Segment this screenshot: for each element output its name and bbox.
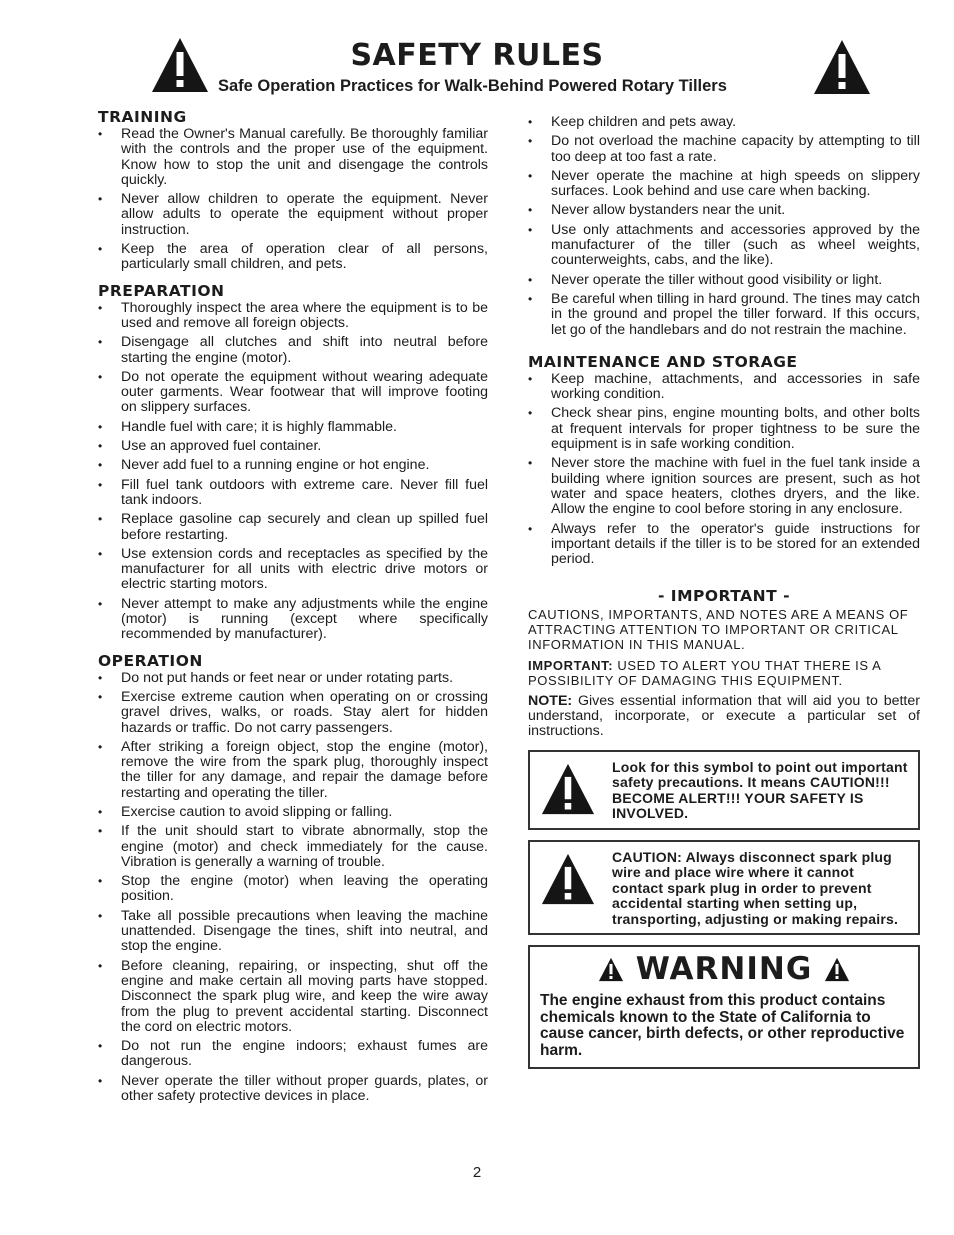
list-item: • Take all possible precautions when leaving the machine unattended. Disengage the tines, shift into neutral, and stop the engine. xyxy=(98,909,488,955)
page-title: SAFETY RULES xyxy=(350,38,604,73)
list-item: • Never allow bystanders near the unit. xyxy=(528,203,920,218)
important-heading: - IMPORTANT - xyxy=(657,587,791,606)
list-item: • Use extension cords and receptacles as specified by the manufacturer for all units with electric drive motors or electric starting motors. xyxy=(98,547,488,593)
training-section xyxy=(98,107,488,273)
list-item: • Never allow children to operate the equipment. Never allow adults to operate the equipment without proper instruction. xyxy=(98,192,488,238)
caution-text: CAUTION: Always disconnect spark plug wire and place wire where it cannot contact spark plug in order to prevent accidental starting when setting up, transporting, adjusting or making repairs. xyxy=(612,848,899,927)
warning-box xyxy=(528,945,920,1069)
caution-box xyxy=(528,840,920,936)
list-item: • Do not operate the equipment without wearing adequate outer garments. Wear footwear that will improve footing on slippery surfaces. xyxy=(98,370,488,416)
page-header xyxy=(0,0,954,105)
important-label: IMPORTANT: xyxy=(528,657,614,673)
list-item: • Never add fuel to a running engine or hot engine. xyxy=(98,458,488,473)
list-item: • Exercise caution to avoid slipping or falling. xyxy=(98,805,488,820)
list-item: • After striking a foreign object, stop the engine (motor), remove the wire from the spark plug, thoroughly inspect the tiller for any damage, and repair the damage before restarting and operating the tiller. xyxy=(98,740,488,801)
important-text: USED TO ALERT YOU THAT THERE IS A POSSIBILITY OF DAMAGING THIS EQUIPMENT. xyxy=(528,657,881,688)
warning-label: WARNING xyxy=(635,951,813,988)
list-item: • Never operate the tiller without proper guards, plates, or other safety protective devices in place. xyxy=(98,1074,488,1105)
safety-symbol-box xyxy=(528,750,920,830)
list-item: • Keep children and pets away. xyxy=(528,115,920,130)
alert-triangle-icon xyxy=(824,951,850,987)
list-item: • Check shear pins, engine mounting bolts, and other bolts at frequent intervals for proper tightness to be sure the equipment is in safe working condition. xyxy=(528,406,920,452)
list-item: • Never operate the tiller without good visibility or light. xyxy=(528,273,920,288)
note-label: NOTE: xyxy=(528,692,573,709)
operation-section xyxy=(98,651,488,1105)
list-item: • Fill fuel tank outdoors with extreme care. Never fill fuel tank indoors. xyxy=(98,478,488,509)
list-item: • Handle fuel with care; it is highly flammable. xyxy=(98,420,488,435)
list-item: • Use an approved fuel container. xyxy=(98,439,488,454)
list-item: • Do not overload the machine capacity by attempting to till too deep at too fast a rate. xyxy=(528,134,920,165)
list-item: • Do not run the engine indoors; exhaust fumes are dangerous. xyxy=(98,1039,488,1070)
alert-triangle-icon xyxy=(598,951,624,987)
maintenance-heading: MAINTENANCE AND STORAGE xyxy=(528,352,798,371)
list-item: • Exercise extreme caution when operating on or crossing gravel drives, walks, or roads. Stay alert for hidden hazards or traffic. Do not carry passengers. xyxy=(98,690,488,736)
left-column xyxy=(98,107,488,1112)
list-item: • Read the Owner's Manual carefully. Be thoroughly familiar with the controls and the proper use of the equipment. Know how to stop the unit and disengage the controls quickly. xyxy=(98,127,488,188)
list-item: • If the unit should start to vibrate abnormally, stop the engine (motor) and check immediately for the cause. Vibration is generally a warning of trouble. xyxy=(98,824,488,870)
list-item: • Replace gasoline cap securely and clean up spilled fuel before restarting. xyxy=(98,512,488,543)
preparation-section xyxy=(98,281,488,643)
maintenance-section xyxy=(528,352,920,568)
right-column xyxy=(528,115,920,1069)
operation-continued xyxy=(528,115,920,338)
alert-triangle-icon xyxy=(812,38,872,96)
list-item: • Use only attachments and accessories approved by the manufacturer of the tiller (such as wheel weights, counterweights, cabs, and the like). xyxy=(528,223,920,269)
note-text: Gives essential information that will aid you to better understand, incorporate, or execute a particular set of instructions. xyxy=(528,692,920,740)
important-intro: CAUTIONS, IMPORTANTS, AND NOTES ARE A MEANS OF ATTRACTING ATTENTION TO IMPORTANT OR CRITICAL INFORMATION IN THIS MANUAL. xyxy=(528,606,909,652)
warning-text: The engine exhaust from this product contains chemicals known to the State of California to cause cancer, birth defects, or other reproductive harm. xyxy=(540,992,905,1059)
page-number: 2 xyxy=(472,1164,482,1181)
list-item: • Never store the machine with fuel in the fuel tank inside a building where ignition sources are present, such as hot water and space heaters, clothes dryers, and the like. Allow the engine to cool before storing in any enclosure. xyxy=(528,456,920,517)
alert-triangle-icon xyxy=(540,852,596,910)
note-definition xyxy=(528,694,920,740)
training-heading: TRAINING xyxy=(98,108,187,126)
preparation-heading: PREPARATION xyxy=(98,281,225,300)
list-item: • Keep machine, attachments, and accessories in safe working condition. xyxy=(528,372,920,403)
operation-heading: OPERATION xyxy=(98,651,203,670)
warning-title xyxy=(540,951,908,987)
list-item: • Thoroughly inspect the area where the equipment is to be used and remove all foreign objects. xyxy=(98,301,488,332)
list-item: • Never attempt to make any adjustments while the engine (motor) is running (except where specifically recommended by manufacturer). xyxy=(98,597,488,643)
list-item: • Stop the engine (motor) when leaving the operating position. xyxy=(98,874,488,905)
list-item: • Before cleaning, repairing, or inspecting, shut off the engine and make certain all moving parts have stopped. Disconnect the spark plug wire, and keep the wire away from the plug to prevent accidental starting. Disconnect the cord on electric motors. xyxy=(98,959,488,1035)
list-item: • Disengage all clutches and shift into neutral before starting the engine (motor). xyxy=(98,335,488,366)
list-item: • Never operate the machine at high speeds on slippery surfaces. Look behind and use care when backing. xyxy=(528,169,920,200)
list-item: • Be careful when tilling in hard ground. The tines may catch in the ground and propel the tiller forward. If this occurs, let go of the handlebars and do not restrain the machine. xyxy=(528,292,920,338)
list-item: • Keep the area of operation clear of all persons, particularly small children, and pets. xyxy=(98,242,488,273)
important-definition xyxy=(528,658,920,688)
list-item: • Always refer to the operator's guide instructions for important details if the tiller is to be stored for an extended period. xyxy=(528,522,920,568)
alert-triangle-icon xyxy=(540,762,596,820)
page-subtitle: Safe Operation Practices for Walk-Behind Powered Rotary Tillers xyxy=(218,77,727,95)
list-item: • Do not put hands or feet near or under rotating parts. xyxy=(98,671,488,686)
safety-symbol-text: Look for this symbol to point out important safety precautions. It means CAUTION!!! BECOME ALERT!!! YOUR SAFETY IS INVOLVED. xyxy=(612,758,908,822)
